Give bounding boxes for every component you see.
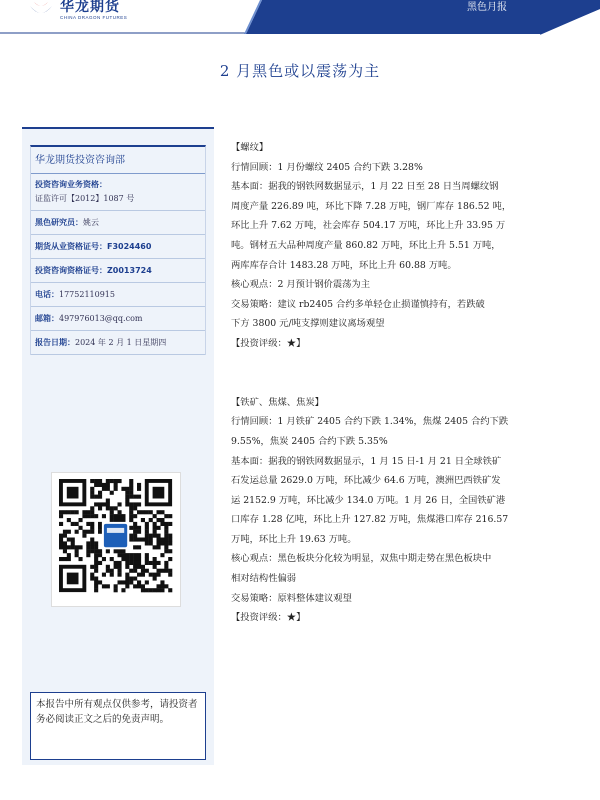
brand-name-cn: 华龙期货	[60, 0, 120, 15]
report-text-line: 石发运总量 2629.0 万吨，环比减少 64.6 万吨，澳洲巴西铁矿发	[231, 475, 501, 487]
contact-info-box	[30, 145, 206, 355]
iron-ore-coke-section	[231, 393, 581, 628]
report-text-line: 【投资评级：★】	[231, 612, 306, 624]
advisory-cert-value: Z0013724	[107, 266, 152, 275]
report-text-line: 下方 3800 元/吨支撑则建议离场观望	[231, 318, 385, 330]
sidebar	[22, 127, 214, 765]
futures-cert-label: 期货从业资格证号：	[35, 242, 107, 251]
report-header	[0, 0, 600, 36]
report-type-label: 黑色月报	[467, 2, 507, 13]
report-text-line: 9.55%，焦炭 2405 合约下跌 5.35%	[231, 435, 388, 447]
qr-code-icon	[52, 473, 180, 606]
report-text-line: 核心观点：2 月预计钢价震荡为主	[231, 279, 371, 291]
disclaimer-box: 本报告中所有观点仅供参考，请投资者务必阅读正文之后的免责声明。	[30, 692, 206, 760]
analyst-label: 黑色研究员：	[35, 218, 83, 227]
advisory-cert-row	[31, 259, 205, 283]
report-date-row	[31, 331, 205, 355]
phone-row	[31, 283, 205, 307]
report-text-line: 基本面：据我的钢铁网数据显示，1 月 15 日-1 月 21 日全球铁矿	[231, 455, 502, 467]
email-row	[31, 307, 205, 331]
company-logo	[28, 0, 127, 30]
email-value: 497976013@qq.com	[59, 314, 143, 323]
department-heading: 华龙期货投资咨询部	[31, 147, 205, 174]
report-text-line: 周度产量 226.89 吨，环比下降 7.28 万吨，钢厂库存 186.52 吨，	[231, 200, 512, 212]
report-text-line: 环比上升 7.62 万吨，社会库存 504.17 万吨，环比上升 33.95 万	[231, 220, 506, 232]
license-row	[31, 174, 205, 211]
report-text-line: 交易策略：建议 rb2405 合约多单轻仓止损谨慎持有，若跌破	[231, 298, 485, 310]
report-text-line: 相对结构性偏弱	[231, 573, 297, 585]
report-text-line: 【螺纹】	[231, 142, 269, 153]
report-text-line: 行情回顾：1 月铁矿 2405 合约下跌 1.34%，焦煤 2405 合约下跌	[231, 416, 509, 428]
phone-label: 电话：	[35, 290, 59, 299]
report-text-line: 核心观点：黑色板块分化较为明显，双焦中期走势在黑色板块中	[231, 553, 492, 565]
report-text-line: 运 2152.9 万吨，环比减少 134.0 万吨。1 月 26 日，全国铁矿港	[231, 494, 506, 506]
report-text-line: 行情回顾：1 月份螺纹 2405 合约下跌 3.28%	[231, 161, 423, 173]
futures-cert-value: F3024460	[107, 242, 152, 251]
license-value: 证监许可【2012】1087 号	[35, 194, 135, 203]
dragon-logo-icon	[28, 0, 54, 22]
section-gap	[231, 354, 581, 374]
analyst-value: 姚云	[83, 218, 99, 227]
brand-name-en: CHINA DRAGON FUTURES	[60, 15, 128, 20]
license-label: 投资咨询业务资格：	[35, 180, 107, 189]
page-title: 2 月黑色或以震荡为主	[219, 62, 381, 80]
report-date-label: 报告日期：	[35, 338, 75, 347]
report-text-line: 基本面：据我的钢铁网数据显示，1 月 22 日至 28 日当周螺纹钢	[231, 181, 499, 193]
rebar-section	[231, 138, 581, 354]
section-gap	[231, 373, 581, 393]
report-text-line: 【投资评级：★】	[231, 337, 306, 349]
report-text-line: 【铁矿、焦煤、焦炭】	[231, 396, 324, 408]
report-text-line: 吨。钢材五大品种周度产量 860.82 万吨，环比上升 5.51 万吨，	[231, 239, 501, 251]
analyst-row	[31, 211, 205, 235]
futures-cert-row	[31, 235, 205, 259]
qr-code	[51, 472, 181, 607]
report-text-line: 万吨，环比上升 19.63 万吨。	[231, 533, 357, 545]
report-date-value: 2024 年 2 月 1 日星期四	[75, 338, 167, 347]
report-text-line: 口库存 1.28 亿吨，环比上升 127.82 万吨，焦煤港口库存 216.57	[231, 514, 509, 526]
report-text-line: 两库库存合计 1483.28 万吨，环比上升 60.88 万吨。	[231, 259, 457, 271]
advisory-cert-label: 投资咨询资格证号：	[35, 266, 107, 275]
email-label: 邮箱：	[35, 314, 59, 323]
sidebar-top-rule	[22, 127, 214, 129]
report-body	[231, 138, 581, 628]
phone-value: 17752110915	[59, 290, 115, 299]
report-text-line: 交易策略：原料整体建议观望	[231, 592, 352, 604]
